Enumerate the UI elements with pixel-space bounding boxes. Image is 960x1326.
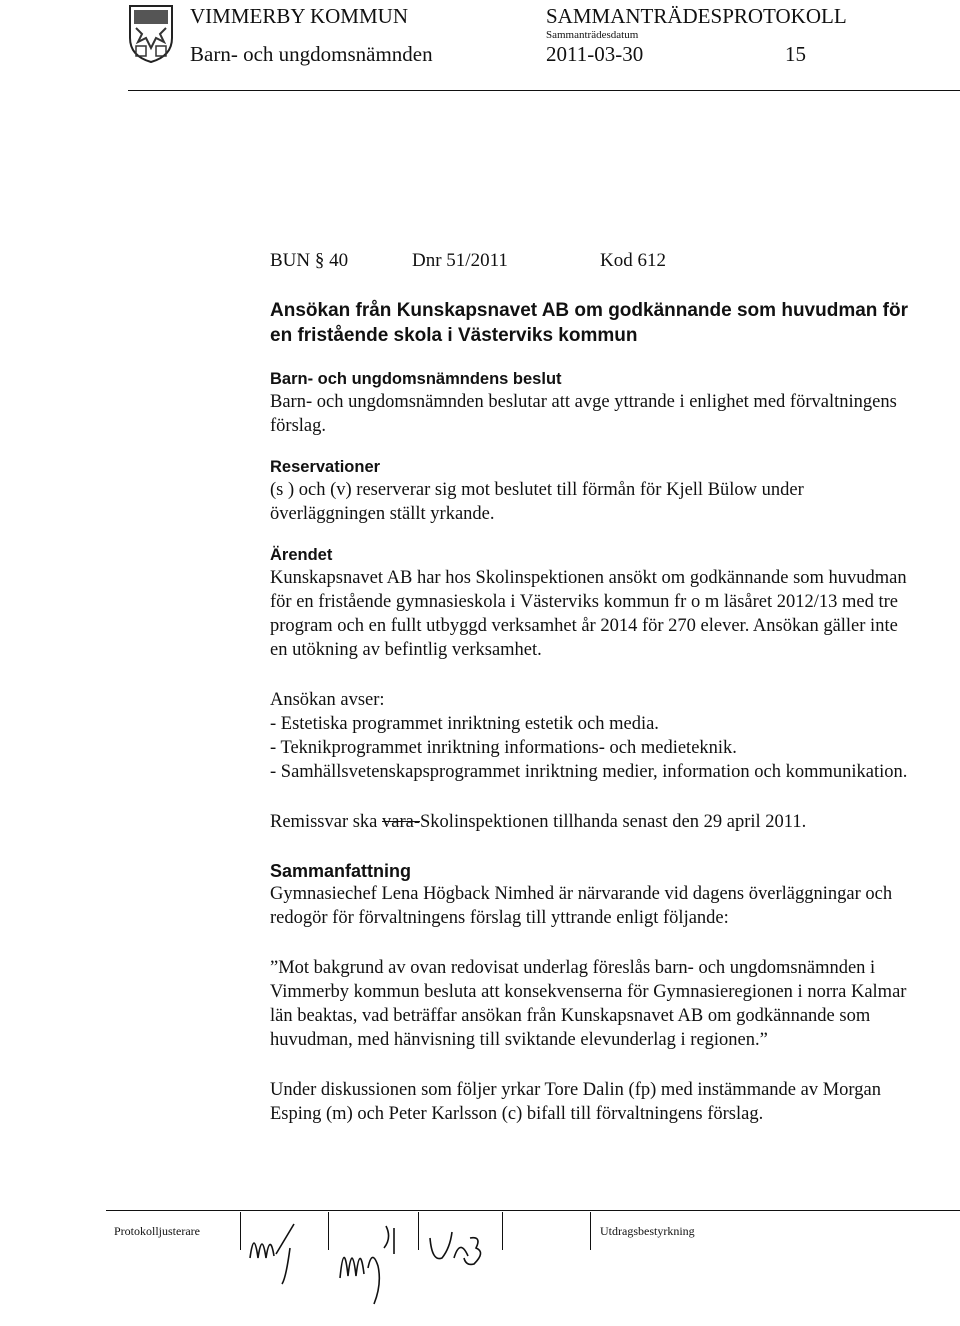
decision-text: Barn- och ungdomsnämnden beslutar att avge yttrande i enlighet med förvaltningens förslag. [270, 392, 897, 436]
protocol-title: SAMMANTRÄDESPROTOKOLL [546, 4, 847, 28]
remiss-text [270, 810, 910, 834]
decision-heading: Barn- och ungdomsnämndens beslut [270, 370, 562, 388]
header-divider [128, 90, 960, 91]
list-intro: Ansökan avser: [270, 690, 385, 710]
paragraph-number: BUN § 40 [270, 250, 349, 271]
summary-heading: Sammanfattning [270, 861, 412, 881]
committee-name: Barn- och ungdomsnämnden [190, 42, 433, 66]
meeting-date-label: Sammanträdesdatum [546, 29, 639, 41]
adjusters-label: Protokolljusterare [114, 1224, 200, 1238]
footer-cell-divider [328, 1212, 329, 1250]
footer-divider [106, 1210, 960, 1211]
footer-cell-divider [590, 1212, 591, 1250]
remiss-text-start: Remissvar ska [270, 812, 378, 832]
page-number: 15 [785, 42, 806, 66]
footer-cell-divider [502, 1212, 503, 1250]
summary-intro: Gymnasiechef Lena Högback Nimhed är närvarande vid dagens överläggningar och redogör för förvaltningens förslag till yttrande enligt följande: [270, 884, 893, 928]
matter-text: Kunskapsnavet AB har hos Skolinspektionen ansökt om godkännande som huvudman för en fristående gymnasieskola i Västerviks kommun fr o m läsåret 2012/13 med tre program och en fullt utbyggd verksamhet år 2014 för 270 elever. Ansökan gäller inte en utökning av befintlig verksamhet. [270, 568, 907, 660]
footer-cell-divider [418, 1212, 419, 1250]
case-code: Kod 612 [600, 250, 666, 271]
extract-certification-label: Utdragsbestyrkning [600, 1224, 695, 1238]
municipal-coat-of-arms-icon [128, 4, 174, 64]
diary-number: Dnr 51/2011 [412, 250, 508, 271]
case-title: Ansökan från Kunskapsnavet AB om godkännande som huvudman för en fristående skola i Västerviks kommun [270, 300, 909, 346]
remiss-text-end: Skolinspektionen tillhanda senast den 29 april 2011. [420, 812, 807, 832]
reservations-heading: Reservationer [270, 458, 381, 476]
signature-1-icon [246, 1218, 326, 1288]
matter-heading: Ärendet [270, 546, 333, 564]
discussion-text: Under diskussionen som följer yrkar Tore Dalin (fp) med instämmande av Morgan Esping (m) och Peter Karlsson (c) bifall till förvaltningens förslag. [270, 1080, 881, 1124]
signature-2-icon [334, 1218, 416, 1308]
list-item: - Teknikprogrammet inriktning informations- och medieteknik. [270, 738, 737, 758]
quoted-proposal: ”Mot bakgrund av ovan redovisat underlag föreslås barn- och ungdomsnämnden i Vimmerby kommun besluta att konsekvenserna för Gymnasieregionen i norra Kalmar län beaktas, vad beträffar ansökan från Kunskapsnavet AB om godkännande som huvudman, med hänvisning till sviktande elevunderlag i regionen.” [270, 958, 907, 1050]
meeting-date: 2011-03-30 [546, 42, 644, 66]
signature-3-icon [424, 1218, 500, 1278]
list-item: - Samhällsvetenskapsprogrammet inriktning medier, information och kommunikation. [270, 762, 908, 782]
footer-cell-divider [240, 1212, 241, 1250]
reservations-text: (s ) och (v) reserverar sig mot beslutet till förmån för Kjell Bülow under överläggningen ställt yrkande. [270, 480, 804, 524]
document-body [270, 250, 910, 1126]
list-item: - Estetiska programmet inriktning estetik och media. [270, 714, 659, 734]
municipality-name: VIMMERBY KOMMUN [190, 4, 408, 28]
struck-word: vara- [382, 812, 421, 832]
reference-line [270, 250, 910, 278]
